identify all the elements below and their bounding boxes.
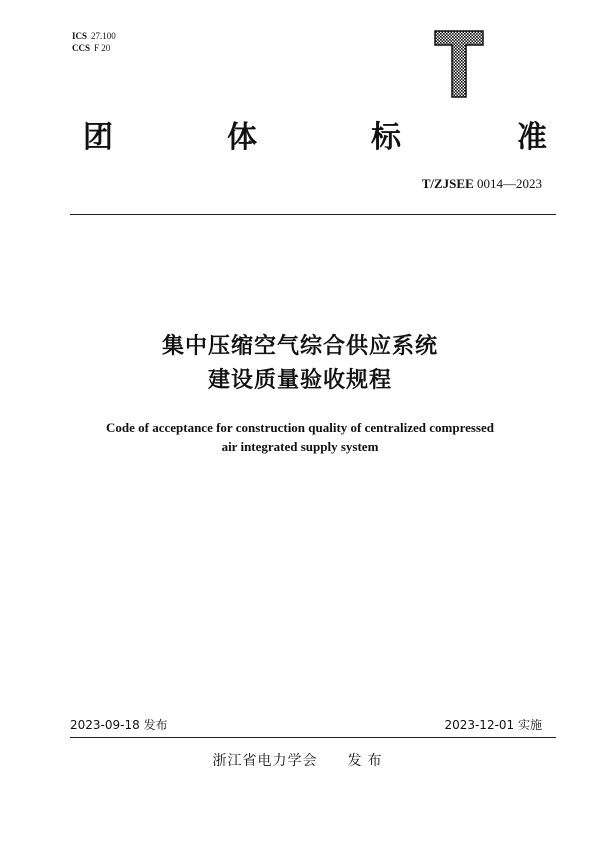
implement-date: 2023-12-01 实施: [444, 718, 542, 732]
standard-type-char: 标: [371, 120, 401, 155]
standard-type-char: 体: [227, 120, 257, 155]
ccs-value: F 20: [94, 43, 111, 53]
publish-date: 2023-09-18 发布: [70, 718, 168, 732]
standard-logo-t-icon: [434, 30, 484, 98]
standard-number-value: 0014—2023: [477, 176, 542, 191]
issuer: [0, 750, 600, 770]
standard-type-title: [80, 118, 550, 158]
standard-type-char: 准: [517, 120, 547, 155]
classification-codes: [72, 30, 116, 54]
bottom-divider: [70, 737, 556, 738]
ics-label: ICS: [72, 31, 88, 41]
title-en-line-1: Code of acceptance for construction quality of centralized compressed: [105, 420, 494, 435]
standard-number: [422, 176, 542, 192]
ccs-code: [72, 42, 116, 54]
ccs-label: CCS: [72, 43, 91, 53]
ics-value: 27.100: [91, 31, 116, 41]
issuer-verb: 发布: [347, 753, 388, 769]
title-cn-line-1: 集中压缩空气综合供应系统: [161, 334, 438, 359]
title-en-line-2: air integrated supply system: [221, 439, 379, 454]
ics-code: [72, 30, 116, 42]
standard-number-prefix: T/ZJSEE: [421, 176, 474, 191]
standard-type-char: 团: [83, 120, 113, 155]
issuer-name: 浙江省电力学会: [212, 753, 318, 769]
title-cn-line-2: 建设质量验收规程: [207, 368, 392, 393]
top-divider: [70, 214, 556, 215]
